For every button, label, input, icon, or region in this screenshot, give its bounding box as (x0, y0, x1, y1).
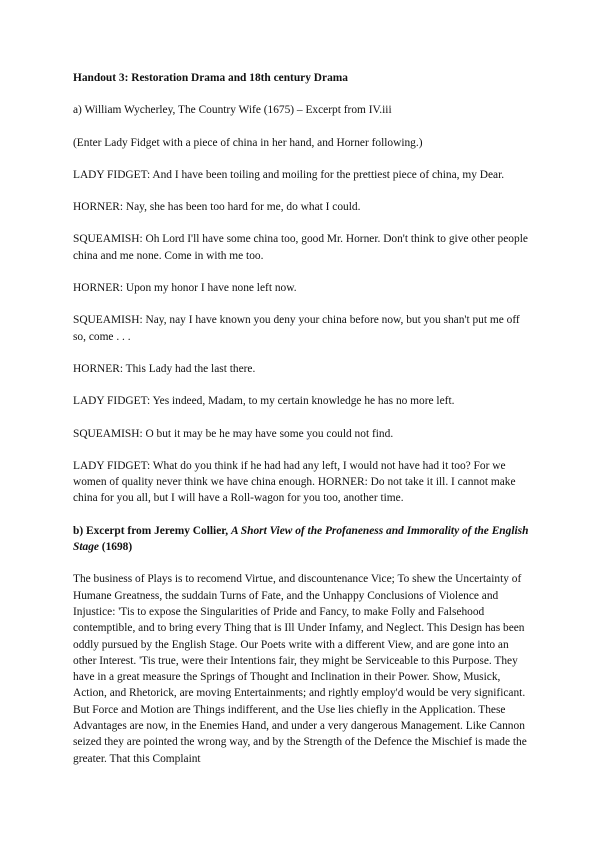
section-b-heading-prefix: b) Excerpt from Jeremy Collier, (73, 524, 231, 537)
section-b-heading (73, 523, 533, 556)
dialogue-line-4: HORNER: Upon my honor I have none left now. (73, 282, 297, 295)
dialogue-line-1: LADY FIDGET: And I have been toiling and moiling for the prettiest piece of china, my Dear. (73, 168, 505, 181)
handout-title: Handout 3: Restoration Drama and 18th century Drama (73, 72, 348, 84)
document-page (73, 70, 533, 767)
section-b-heading-title: A Short View of the Profaneness and Immorality of the English Stage (73, 524, 529, 554)
section-b-heading-suffix: (1698) (98, 541, 133, 554)
dialogue-line-8: SQUEAMISH: O but it may be he may have some you could not find. (73, 427, 394, 440)
dialogue-line-9: LADY FIDGET: What do you think if he had had any left, I would not have had it too? For we women of quality never think we have china enough. HORNER: Do not take it ill. I cannot make china for you all, but I will have a Roll-wagon for you too, another time. (73, 459, 516, 505)
section-a-heading: a) William Wycherley, The Country Wife (1675) – Excerpt from IV.iii (73, 104, 392, 117)
dialogue-line-7: LADY FIDGET: Yes indeed, Madam, to my certain knowledge he has no more left. (73, 395, 455, 408)
dialogue-line-5: SQUEAMISH: Nay, nay I have known you deny your china before now, but you shan't put me off so, come . . . (73, 314, 520, 343)
dialogue-line-3: SQUEAMISH: Oh Lord I'll have some china too, good Mr. Horner. Don't think to give other people china and me none. Come in with me too. (73, 233, 528, 262)
dialogue-line-6: HORNER: This Lady had the last there. (73, 362, 256, 375)
section-b-body: The business of Plays is to recomend Virtue, and discountenance Vice; To shew the Uncertainty of Humane Greatness, the suddain Turns of Fate, and the Unhappy Conclusions of Violence and Injustice: 'Tis to expose the Singularities of Pride and Fancy, to make Folly and Falsehood contemptible, and to bring every Thing that is Ill Under Infamy, and Neglect. This Design has been oddly pursued by the English Stage. Our Poets write with a different View, and are gone into an other Interest. 'Tis true, were their Intentions fair, they might be Serviceable to this Purpose. They have in a great measure the Springs of Thought and Inclination in their Power. Show, Musick, Action, and Rhetorick, are moving Entertainments; and rightly employ'd would be very significant. But Force and Motion are Things indifferent, and the Use lies chiefly in the Application. These Advantages are now, in the Enemies Hand, and under a very dangerous Management. Like Cannon seized they are pointed the wrong way, and by the Strength of the Defence the Mischief is made the greater. That this Complaint (73, 573, 527, 765)
dialogue-line-2: HORNER: Nay, she has been too hard for me, do what I could. (73, 201, 361, 214)
stage-direction: (Enter Lady Fidget with a piece of china in her hand, and Horner following.) (73, 136, 423, 149)
